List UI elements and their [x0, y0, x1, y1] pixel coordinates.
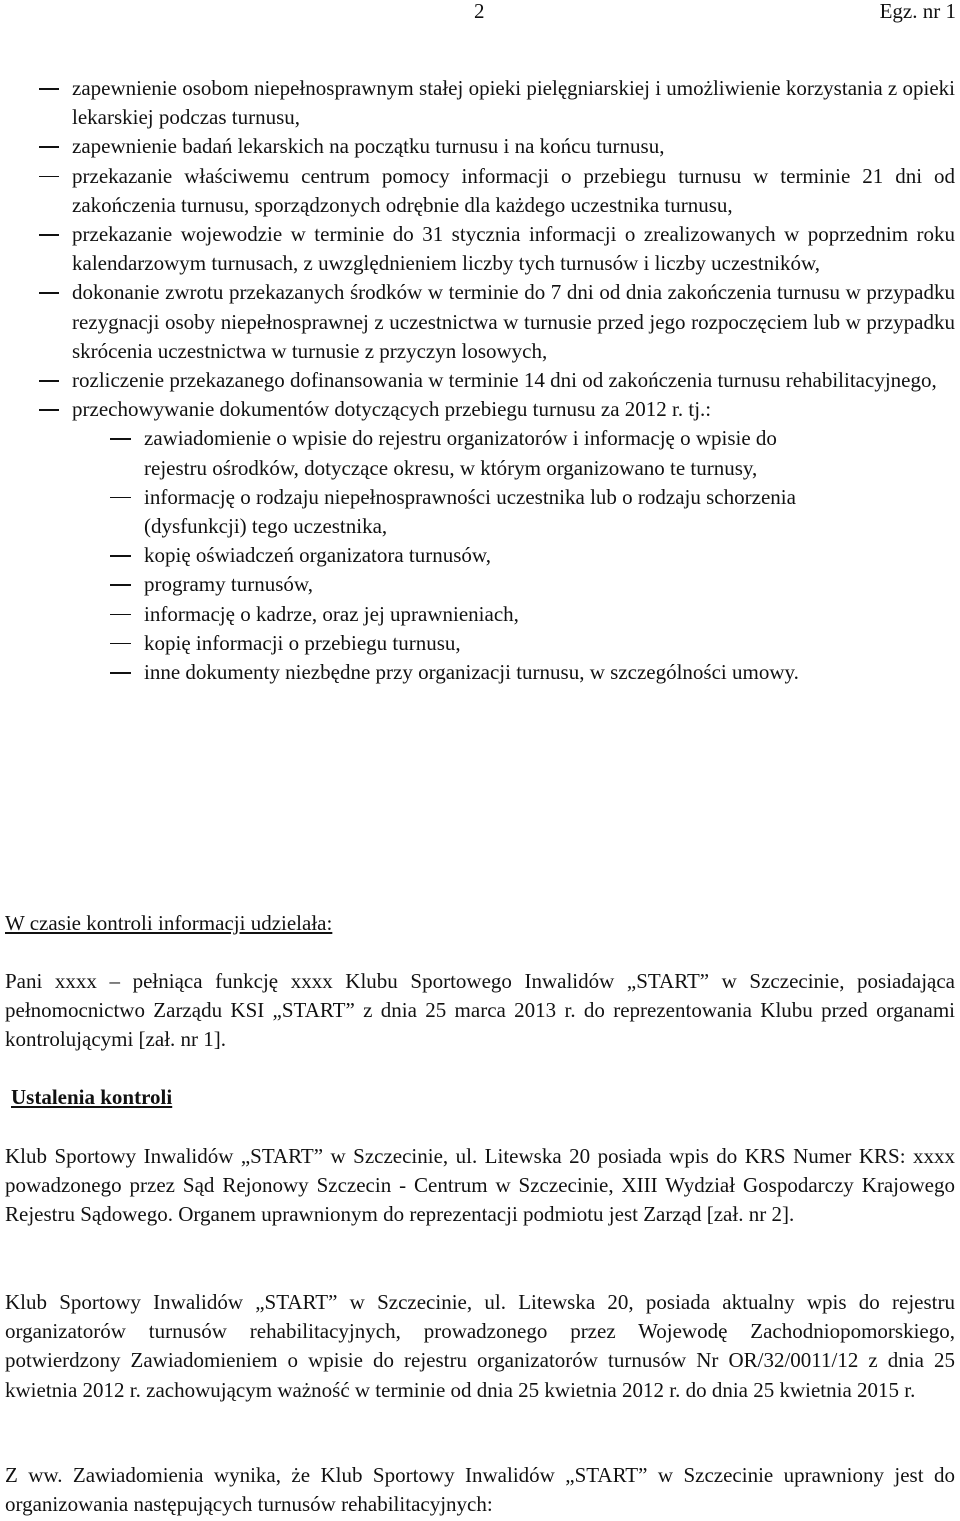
dash-bullet-icon: [110, 584, 131, 586]
dash-bullet-icon: [110, 438, 131, 440]
dash-bullet-icon: [39, 176, 59, 178]
dash-bullet-icon: [110, 497, 131, 499]
dash-bullet-icon: [110, 643, 131, 645]
document-copy-number: Egz. nr 1: [879, 0, 956, 23]
list-item: [0, 74, 960, 132]
dash-bullet-icon: [39, 146, 59, 148]
dash-bullet-icon: [39, 88, 59, 90]
sublist-item: [72, 424, 955, 482]
sublist-item: [72, 541, 955, 570]
sublist-item-text: inne dokumenty niezbędne przy organizacji turnusu, w szczególności umowy.: [144, 660, 799, 685]
list-item-text: rozliczenie przekazanego dofinansowania w terminie 14 dni od zakończenia turnusu rehabilitacyjnego,: [72, 368, 937, 393]
findings-paragraph-krs: Klub Sportowy Inwalidów „START” w Szczecinie, ul. Litewska 20 posiada wpis do KRS Numer KRS: xxxx powadzonego przez Sąd Rejonowy Szczecin - Centrum w Szczecinie, XIII Wydział Gospodarczy Krajowego Rejestru Sądowego. Organem uprawnionym do reprezentacji podmiotu jest Zarząd [zał. nr 2].: [5, 1144, 955, 1227]
sublist-item: [72, 629, 955, 658]
list-item: [0, 278, 960, 366]
dash-bullet-icon: [110, 672, 131, 674]
documents-sublist: [72, 424, 955, 687]
sublist-item-text: kopię oświadczeń organizatora turnusów,: [144, 543, 491, 568]
list-item: [0, 366, 960, 395]
dash-bullet-icon: [39, 409, 59, 411]
sublist-item: [72, 600, 955, 629]
list-item: [0, 132, 960, 161]
findings-paragraph-registry: Klub Sportowy Inwalidów „START” w Szczecinie, ul. Litewska 20, posiada aktualny wpis do rejestru organizatorów turnusów rehabilitacyjnych, prowadzonego przez Wojewodę Zachodniopomorskiego, potwierdzony Zawiadomieniem o wpisie do rejestru organizatorów turnusów Nr OR/32/0011/12 z dnia 25 kwietnia 2012 r. zachowującym ważność w terminie od dnia 25 kwietnia 2012 r. do dnia 25 kwietnia 2015 r.: [5, 1290, 955, 1402]
list-item: [0, 162, 960, 220]
dash-bullet-icon: [110, 555, 131, 557]
list-item-text: przekazanie wojewodzie w terminie do 31 stycznia informacji o zrealizowanych w poprzednim roku kalendarzowym turnusach, z uwzględnieniem liczby tych turnusów i liczby uczestników,: [72, 222, 955, 276]
sublist-item: [72, 658, 955, 687]
sublist-item-text: informację o kadrze, oraz jej uprawnieniach,: [144, 601, 519, 626]
sublist-item-text: kopię informacji o przebiegu turnusu,: [144, 630, 461, 655]
info-paragraph: Pani xxxx – pełniąca funkcję xxxx Klubu Sportowego Inwalidów „START” w Szczecinie, posiadająca pełnomocnictwo Zarządu KSI „START” z dnia 25 marca 2013 r. do reprezentowania Klubu przed organami kontrolującymi [zał. nr 1].: [5, 969, 955, 1052]
sublist-item: [72, 483, 955, 541]
findings-paragraph-permissions: Z ww. Zawiadomienia wynika, że Klub Sportowy Inwalidów „START” w Szczecinie uprawniony jest do organizowania następujących turnusów rehabilitacyjnych:: [5, 1463, 955, 1517]
page-header: [0, 0, 960, 28]
list-item-text: zapewnienie osobom niepełnosprawnym stałej opieki pielęgniarskiej i umożliwienie korzystania z opieki lekarskiej podczas turnusu,: [72, 76, 955, 130]
list-item: [0, 220, 960, 278]
section-title: Ustalenia kontroli: [11, 1085, 173, 1109]
dash-bullet-icon: [39, 292, 59, 294]
dash-bullet-icon: [39, 234, 59, 236]
sublist-item-text: programy turnusów,: [144, 572, 313, 597]
info-heading: W czasie kontroli informacji udzielała:: [5, 911, 333, 935]
list-item-text: przechowywanie dokumentów dotyczących przebiegu turnusu za 2012 r. tj.:: [72, 397, 712, 422]
sublist-item-text: informację o rodzaju niepełnosprawności uczestnika lub o rodzaju schorzenia (dysfunkcji) tego uczestnika,: [144, 484, 796, 539]
dash-bullet-icon: [110, 614, 131, 616]
list-item-text: dokonanie zwrotu przekazanych środków w terminie do 7 dni od dnia zakończenia turnusu w przypadku rezygnacji osoby niepełnosprawnej z uczestnictwa w turnusie przed jego rozpoczęciem lub w przypadku skrócenia uczestnictwa w turnusie z przyczyn losowych,: [72, 280, 955, 363]
list-item-text: przekazanie właściwemu centrum pomocy informacji o przebiegu turnusu w terminie 21 dni od zakończenia turnusu, sporządzonych odrębnie dla każdego uczestnika turnusu,: [72, 163, 955, 217]
list-item: [0, 395, 960, 687]
sublist-item-text: zawiadomienie o wpisie do rejestru organizatorów i informację o wpisie do rejestru ośrodków, dotyczące okresu, w którym organizowano te turnusy,: [144, 426, 777, 480]
obligations-list: [0, 74, 960, 687]
page-number: 2: [474, 0, 485, 23]
dash-bullet-icon: [39, 380, 59, 382]
sublist-item: [72, 570, 955, 599]
list-item-text: zapewnienie badań lekarskich na początku turnusu i na końcu turnusu,: [72, 134, 665, 159]
